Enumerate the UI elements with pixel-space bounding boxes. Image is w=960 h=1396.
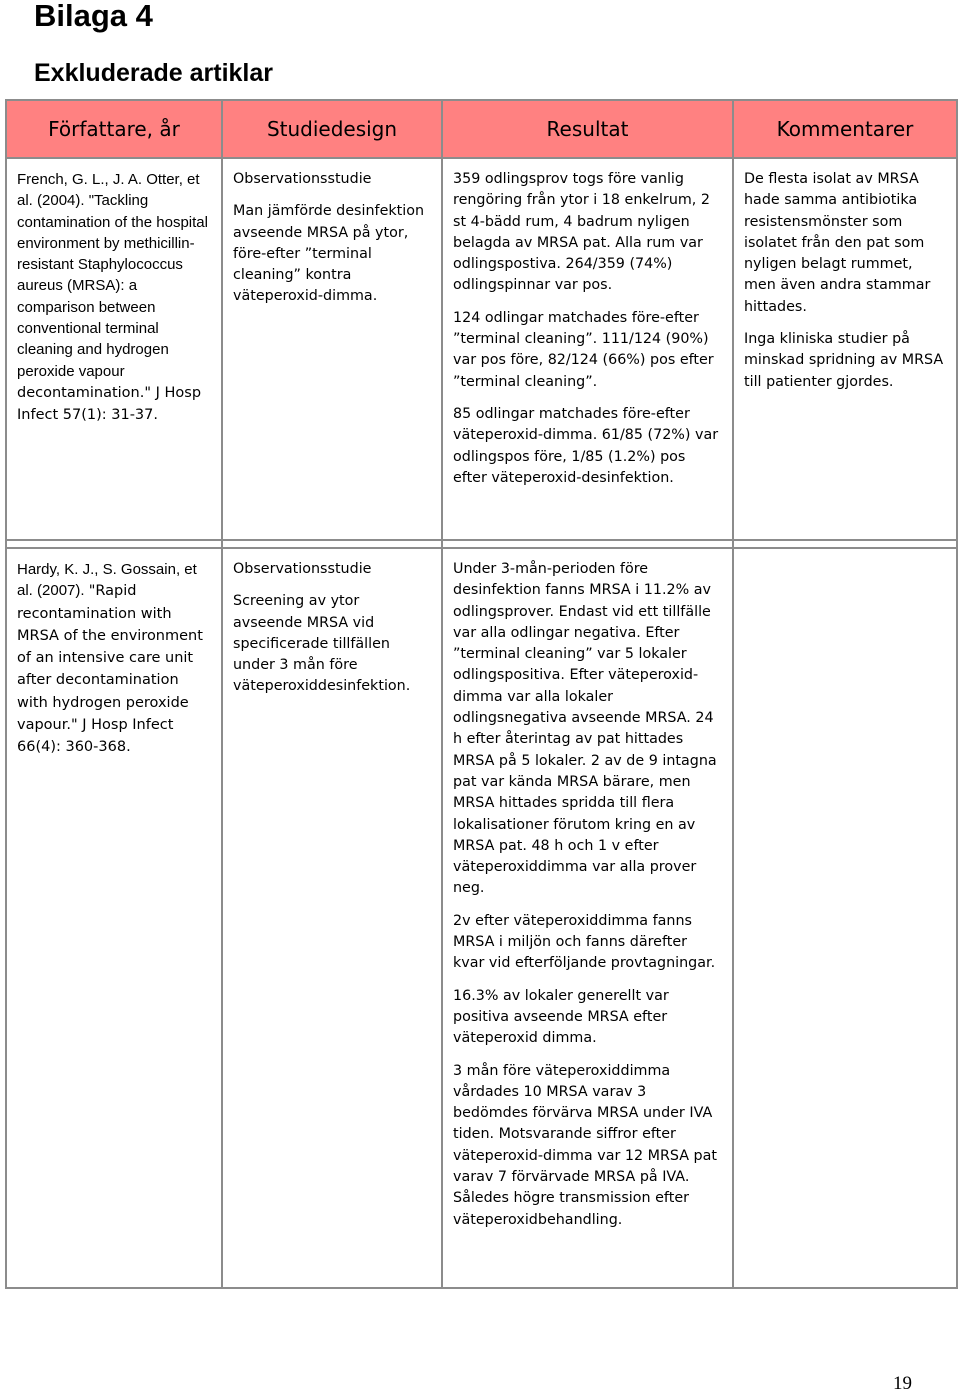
cell-design xyxy=(222,158,442,540)
design-text: Man jämförde desinfektion avseende MRSA på ytor, före-efter ”terminal cleaning” kontra väteperoxid-dimma. xyxy=(233,203,425,305)
result-paragraph: 3 mån före väteperoxiddimma vårdades 10 MRSA varav 3 bedömdes förvärva MRSA under IVA tiden. Motsvarande siffror efter väteperoxid-dimma var 12 MRSA pat varav 7 förvärvade MRSA på IVA. Således högre transmission efter väteperoxidbehandling. xyxy=(453,1062,717,1228)
table-row xyxy=(6,548,957,1288)
document-subtitle: Exkluderade artiklar xyxy=(34,59,274,87)
cell-design xyxy=(222,548,442,1288)
header-comments: Kommentarer xyxy=(733,100,957,158)
design-title: Observationsstudie xyxy=(233,561,372,577)
cell-comments xyxy=(733,158,957,540)
cell-comments xyxy=(733,548,957,1288)
result-paragraph: 85 odlingar matchades före-efter väteperoxid-dimma. 61/85 (72%) var odlingspos före, 1/85 (1.2%) pos efter väteperoxid-desinfektion. xyxy=(453,405,719,486)
document-title: Bilaga 4 xyxy=(34,0,153,33)
cell-result xyxy=(442,158,733,540)
table-header-row xyxy=(6,100,957,158)
comment-paragraph: Inga kliniska studier på minskad spridning av MRSA till patienter gjordes. xyxy=(744,331,944,390)
excluded-articles-table xyxy=(5,99,958,1289)
result-paragraph: 2v efter väteperoxiddimma fanns MRSA i miljön och fanns därefter kvar vid efterföljande provtagningar. xyxy=(453,912,716,972)
author-citation: Hardy, K. J., S. Gossain, et al. (2007). xyxy=(17,561,197,600)
author-citation-tail: "Rapid recontamination with MRSA of the environment of an intensive care unit after decontamination with hydrogen peroxide vapour." J Hosp Infect 66(4): 360-368. xyxy=(17,583,203,756)
comment-paragraph: De flesta isolat av MRSA hade samma antibiotika resistensmönster som isolatet från den pat som nyligen belagt rummet, men även andra stammar hittades. xyxy=(744,171,931,315)
author-citation: French, G. L., J. A. Otter, et al. (2004). "Tackling contamination of the hospital environment by methicillin-resistant Staphylococcus aureus (MRSA): a comparison between conventional terminal cleaning and hydrogen peroxide vapour xyxy=(17,171,208,380)
result-paragraph: Under 3-mån-perioden före desinfektion fanns MRSA i 11.2% av odlingsprover. Endast vid ett tillfälle var alla odlingar negativa. Efter ”terminal cleaning” var 5 lokaler odlingspositiva. Efter väteperoxid-dimma var alla lokaler odlingsnegativa avseende MRSA. 24 h efter återintag av pat hittades MRSA på 5 lokaler. 2 av de 9 intagna pat var kända MRSA bärare, men MRSA hittades spridda till flera lokalisationer förutom kring en av MRSA pat. 48 h och 1 v efter väteperoxiddimma var alla prover neg. xyxy=(453,561,717,897)
author-citation-tail: decontamination." J Hosp Infect 57(1): 31-37. xyxy=(17,384,202,424)
cell-author xyxy=(6,158,222,540)
page-number: 19 xyxy=(893,1373,912,1394)
cell-author xyxy=(6,548,222,1288)
design-text: Screening av ytor avseende MRSA vid specificerade tillfällen under 3 mån före väteperoxiddesinfektion. xyxy=(233,593,411,695)
result-paragraph: 359 odlingsprov togs före vanlig rengöring från ytor i 18 enkelrum, 2 st 4-bädd rum, 4 badrum nyligen belagda av MRSA pat. Alla rum var odlingspostiva. 264/359 (74%) odlingspinnar var pos. xyxy=(453,171,710,294)
cell-result xyxy=(442,548,733,1288)
header-author: Författare, år xyxy=(6,100,222,158)
table-spacer-row xyxy=(6,540,957,548)
design-title: Observationsstudie xyxy=(233,171,372,187)
table-row xyxy=(6,158,957,540)
header-design: Studiedesign xyxy=(222,100,442,158)
header-result: Resultat xyxy=(442,100,733,158)
result-paragraph: 16.3% av lokaler generellt var positiva avseende MRSA efter väteperoxid dimma. xyxy=(453,987,669,1047)
result-paragraph: 124 odlingar matchades före-efter ”terminal cleaning”. 111/124 (90%) var pos före, 82/124 (66%) pos efter ”terminal cleaning”. xyxy=(453,309,714,390)
